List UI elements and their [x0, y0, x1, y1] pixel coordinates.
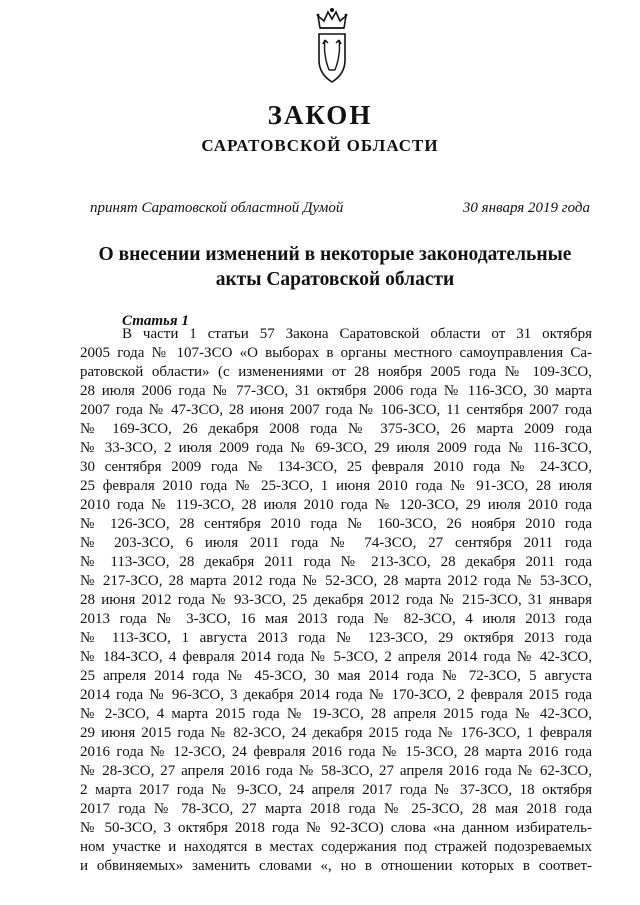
region-subtitle: САРАТОВСКОЙ ОБЛАСТИ [201, 136, 439, 155]
body-text-line: 2013 года № 3-ЗСО, 16 мая 2013 года № 82-ЗСО, 4 июля 2013 года [80, 611, 592, 627]
body-text-line: 25 апреля 2014 года № 45-ЗСО, 30 мая 2014 года № 72-ЗСО, 5 августа [80, 668, 592, 684]
body-text-line: № 126-ЗСО, 28 сентября 2010 года № 160-ЗСО, 26 ноября 2010 года [80, 516, 592, 532]
body-text-line: № 184-ЗСО, 4 февраля 2014 года № 5-ЗСО, 2 апреля 2014 года № 42-ЗСО, [80, 649, 592, 665]
document-title-line: акты Саратовской области [215, 269, 455, 290]
body-text-line: 2010 года № 119-ЗСО, 28 июля 2010 года № 120-ЗСО, 29 июля 2010 года [80, 497, 592, 513]
body-text-line: № 169-ЗСО, 26 декабря 2008 года № 375-ЗСО, 26 марта 2009 года [80, 421, 592, 437]
body-text-line: 2014 года № 96-ЗСО, 3 декабря 2014 года № 170-ЗСО, 2 февраля 2015 года [80, 687, 592, 703]
adoption-date: 30 января 2019 года [462, 200, 590, 216]
body-text-line: № 2-ЗСО, 4 марта 2015 года № 19-ЗСО, 28 апреля 2015 года № 42-ЗСО, [80, 706, 592, 722]
body-text-line: ратовской области» (с изменениями от 28 ноября 2005 года № 109-ЗСО, [80, 364, 592, 380]
body-text-line: 2016 года № 12-ЗСО, 24 февраля 2016 года № 15-ЗСО, 28 марта 2016 года [80, 744, 592, 760]
body-text-line: № 113-ЗСО, 1 августа 2013 года № 123-ЗСО, 29 октября 2013 года [80, 630, 592, 646]
body-text-line: 28 июля 2006 года № 77-ЗСО, 31 октября 2006 года № 116-ЗСО, 30 марта [80, 383, 592, 399]
body-text-line: 25 февраля 2010 года № 25-ЗСО, 1 июня 2010 года № 91-ЗСО, 28 июля [80, 478, 592, 494]
body-text-line: В части 1 статьи 57 Закона Саратовской области от 31 октября [122, 326, 592, 342]
body-text-line: 30 сентября 2009 года № 134-ЗСО, 25 февраля 2010 года № 24-ЗСО, [80, 459, 592, 475]
body-text-line: 2005 года № 107-ЗСО «О выборах в органы местного самоуправления Са- [80, 345, 592, 361]
body-text-line: 2007 года № 47-ЗСО, 28 июня 2007 года № 106-ЗСО, 11 сентября 2007 года [80, 402, 592, 418]
body-text-line: № 113-ЗСО, 28 декабря 2011 года № 213-ЗСО, 28 декабря 2011 года [80, 554, 592, 570]
body-text-line: ном участке и находятся в местах содержания под стражей подозреваемых [80, 839, 592, 855]
body-text-line: 2017 года № 78-ЗСО, 27 марта 2018 года № 25-ЗСО, 28 мая 2018 года [80, 801, 592, 817]
body-text-line: № 28-ЗСО, 27 апреля 2016 года № 58-ЗСО, 27 апреля 2016 года № 62-ЗСО, [80, 763, 592, 779]
body-text-line: № 203-ЗСО, 6 июля 2011 года № 74-ЗСО, 27 сентября 2011 года [80, 535, 592, 551]
body-text-line: и обвиняемых» заменить словами «, но в отношении которых в соответ- [80, 858, 592, 874]
document-title-line: О внесении изменений в некоторые законодательные [98, 244, 572, 265]
body-text-line: 29 июня 2015 года № 82-ЗСО, 24 декабря 2015 года № 176-ЗСО, 1 февраля [80, 725, 592, 741]
body-text-line: № 50-ЗСО, 3 октября 2018 года № 92-ЗСО) слова «на данном избиратель- [80, 820, 592, 836]
article-heading: Статья 1 [122, 313, 189, 329]
document-title [70, 242, 600, 292]
law-title: ЗАКОН [267, 100, 373, 130]
body-text-line: 2 марта 2017 года № 9-ЗСО, 24 апреля 2017 года № 37-ЗСО, 18 октября [80, 782, 592, 798]
saratov-coat-of-arms-icon [312, 6, 352, 88]
body-text-line: № 217-ЗСО, 28 марта 2012 года № 52-ЗСО, 28 марта 2012 года № 53-ЗСО, [80, 573, 592, 589]
article-body [80, 325, 592, 876]
body-text-line: № 33-ЗСО, 2 июля 2009 года № 69-ЗСО, 29 июля 2009 года № 116-ЗСО, [80, 440, 592, 456]
adopted-by-text: принят Саратовской областной Думой [90, 200, 344, 216]
body-text-line: 28 июня 2012 года № 93-ЗСО, 25 декабря 2012 года № 215-ЗСО, 31 января [80, 592, 592, 608]
